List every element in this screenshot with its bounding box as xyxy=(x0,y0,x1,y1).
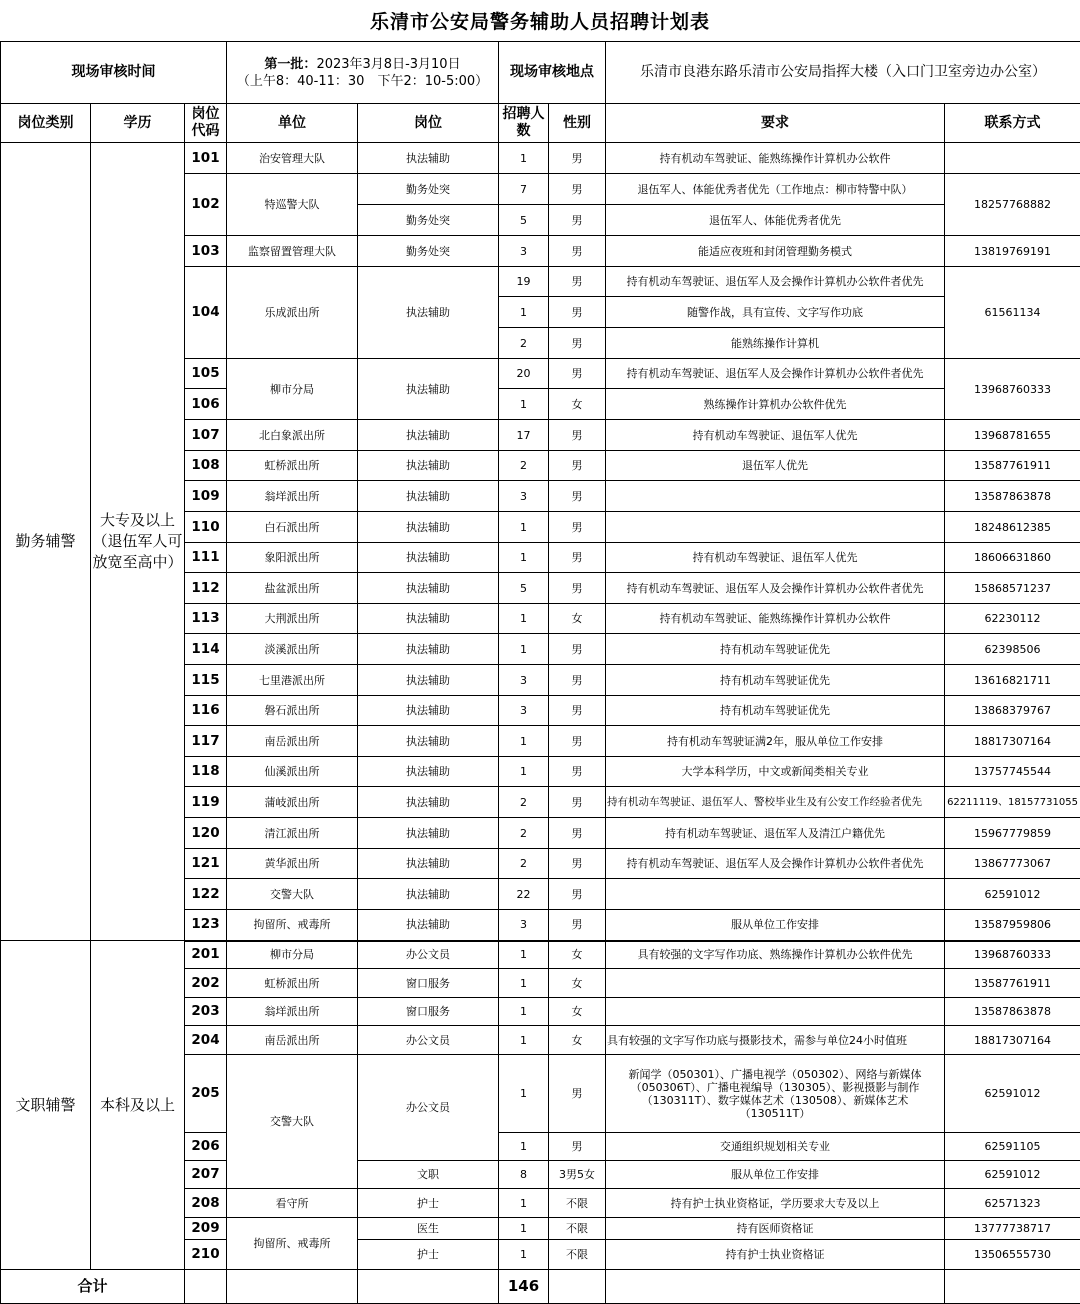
requirement-cell: 持有机动车驾驶证优先 xyxy=(606,634,945,665)
requirement-cell: 持有医师资格证 xyxy=(606,1218,945,1240)
count-cell: 7 xyxy=(499,174,549,205)
post-code: 118 xyxy=(185,757,227,787)
gender-cell: 女 xyxy=(549,941,606,969)
gender-cell: 男 xyxy=(549,420,606,451)
contact-cell: 13506555730 xyxy=(945,1240,1080,1270)
contact-cell: 13587761911 xyxy=(945,969,1080,998)
gender-cell: 男 xyxy=(549,818,606,849)
count-cell: 1 xyxy=(499,1189,549,1218)
gender-cell: 男 xyxy=(549,543,606,573)
contact-cell: 62591012 xyxy=(945,1161,1080,1189)
post-code: 201 xyxy=(185,941,227,969)
post-code: 203 xyxy=(185,998,227,1026)
requirement-cell: 持有机动车驾驶证、退伍军人、警校毕业生及有公安工作经验者优先 xyxy=(606,787,945,818)
contact-cell: 62230112 xyxy=(945,604,1080,634)
count-cell: 1 xyxy=(499,1055,549,1133)
unit-cell: 南岳派出所 xyxy=(227,726,358,757)
contact-cell: 18817307164 xyxy=(945,726,1080,757)
count-cell: 1 xyxy=(499,634,549,665)
unit-cell: 特巡警大队 xyxy=(227,174,358,236)
post-cell: 执法辅助 xyxy=(358,512,499,543)
contact-cell: 13757745544 xyxy=(945,757,1080,787)
requirement-cell: 新闻学（050301）、广播电视学（050302）、网络与新媒体（050306T）、广播电视编导（130305）、影视摄影与制作（130311T）、数字媒体艺术（130508）、新媒体艺术（130511T） xyxy=(606,1055,945,1133)
count-cell: 1 xyxy=(499,604,549,634)
requirement-cell: 持有机动车驾驶证、退伍军人及清江户籍优先 xyxy=(606,818,945,849)
post-cell: 执法辅助 xyxy=(358,726,499,757)
post-cell: 执法辅助 xyxy=(358,573,499,604)
gender-cell: 男 xyxy=(549,297,606,328)
contact-cell: 13587761911 xyxy=(945,451,1080,481)
requirement-cell: 服从单位工作安排 xyxy=(606,910,945,941)
post-code: 107 xyxy=(185,420,227,451)
count-cell: 1 xyxy=(499,969,549,998)
recruitment-table xyxy=(0,41,1080,1304)
contact-cell: 15868571237 xyxy=(945,573,1080,604)
post-cell: 执法辅助 xyxy=(358,543,499,573)
post-code: 112 xyxy=(185,573,227,604)
contact-cell: 61561134 xyxy=(945,267,1080,359)
post-cell: 护士 xyxy=(358,1189,499,1218)
contact-cell: 13819769191 xyxy=(945,236,1080,267)
gender-cell: 男 xyxy=(549,879,606,910)
requirement-cell: 持有机动车驾驶证、退伍军人优先 xyxy=(606,420,945,451)
header-unit: 单位 xyxy=(227,104,358,143)
post-code: 101 xyxy=(185,143,227,174)
post-code: 204 xyxy=(185,1026,227,1055)
count-cell: 3 xyxy=(499,481,549,512)
requirement-cell: 持有机动车驾驶证优先 xyxy=(606,696,945,726)
contact-cell: 13867773067 xyxy=(945,849,1080,879)
count-cell: 1 xyxy=(499,1240,549,1270)
count-cell: 2 xyxy=(499,451,549,481)
contact-cell: 13968760333 xyxy=(945,941,1080,969)
review-time-value xyxy=(227,42,499,104)
requirement-cell: 持有机动车驾驶证、退伍军人及会操作计算机办公软件者优先 xyxy=(606,359,945,389)
review-place-value: 乐清市良港东路乐清市公安局指挥大楼（入口门卫室旁边办公室） xyxy=(606,42,1080,104)
unit-cell: 柳市分局 xyxy=(227,941,358,969)
post-cell: 执法辅助 xyxy=(358,818,499,849)
contact-cell: 13587959806 xyxy=(945,910,1080,941)
gender-cell: 女 xyxy=(549,604,606,634)
unit-cell: 盐盆派出所 xyxy=(227,573,358,604)
total-empty-cell xyxy=(606,1270,945,1304)
gender-cell: 男 xyxy=(549,267,606,297)
unit-cell: 七里港派出所 xyxy=(227,665,358,696)
post-code: 121 xyxy=(185,849,227,879)
batch-dates: 2023年3月8日-3月10日 xyxy=(316,56,461,72)
total-empty-cell xyxy=(945,1270,1080,1304)
unit-cell: 淡溪派出所 xyxy=(227,634,358,665)
count-cell: 1 xyxy=(499,726,549,757)
requirement-cell xyxy=(606,481,945,512)
requirement-cell xyxy=(606,998,945,1026)
requirement-cell: 持有机动车驾驶证、退伍军人及会操作计算机办公软件者优先 xyxy=(606,267,945,297)
gender-cell: 男 xyxy=(549,1133,606,1161)
post-code: 209 xyxy=(185,1218,227,1240)
count-cell: 1 xyxy=(499,143,549,174)
count-cell: 1 xyxy=(499,512,549,543)
count-cell: 1 xyxy=(499,389,549,420)
unit-cell: 大荆派出所 xyxy=(227,604,358,634)
batch-hours: （上午8：40-11：30 下午2：10-5:00） xyxy=(236,73,489,89)
unit-cell: 仙溪派出所 xyxy=(227,757,358,787)
count-cell: 2 xyxy=(499,328,549,359)
contact-cell: 62571323 xyxy=(945,1189,1080,1218)
post-cell: 护士 xyxy=(358,1240,499,1270)
gender-cell: 男 xyxy=(549,451,606,481)
count-cell: 3 xyxy=(499,236,549,267)
requirement-cell: 退伍军人、体能优秀者优先（工作地点：柳市特警中队） xyxy=(606,174,945,205)
post-code: 210 xyxy=(185,1240,227,1270)
gender-cell: 男 xyxy=(549,359,606,389)
unit-cell: 监察留置管理大队 xyxy=(227,236,358,267)
unit-cell: 黄华派出所 xyxy=(227,849,358,879)
category-cell: 文职辅警 xyxy=(1,941,91,1270)
gender-cell: 男 xyxy=(549,787,606,818)
requirement-cell xyxy=(606,969,945,998)
count-cell: 17 xyxy=(499,420,549,451)
unit-cell: 北白象派出所 xyxy=(227,420,358,451)
gender-cell: 男 xyxy=(549,1055,606,1133)
post-cell: 执法辅助 xyxy=(358,359,499,420)
count-cell: 8 xyxy=(499,1161,549,1189)
requirement-cell: 熟练操作计算机办公软件优先 xyxy=(606,389,945,420)
gender-cell: 不限 xyxy=(549,1189,606,1218)
count-cell: 3 xyxy=(499,665,549,696)
post-cell: 执法辅助 xyxy=(358,910,499,941)
gender-cell: 女 xyxy=(549,389,606,420)
gender-cell: 男 xyxy=(549,512,606,543)
contact-cell xyxy=(945,143,1080,174)
requirement-cell: 退伍军人优先 xyxy=(606,451,945,481)
total-label: 合计 xyxy=(1,1270,185,1304)
header-requirement: 要求 xyxy=(606,104,945,143)
post-cell: 办公文员 xyxy=(358,941,499,969)
requirement-cell: 能适应夜班和封闭管理勤务模式 xyxy=(606,236,945,267)
contact-cell: 13777738717 xyxy=(945,1218,1080,1240)
requirement-cell: 持有护士执业资格证 xyxy=(606,1240,945,1270)
unit-cell: 乐成派出所 xyxy=(227,267,358,359)
post-cell: 勤务处突 xyxy=(358,205,499,236)
gender-cell: 男 xyxy=(549,328,606,359)
gender-cell: 男 xyxy=(549,634,606,665)
post-cell: 执法辅助 xyxy=(358,481,499,512)
unit-cell: 虹桥派出所 xyxy=(227,969,358,998)
contact-cell: 13587863878 xyxy=(945,481,1080,512)
review-time-label: 现场审核时间 xyxy=(1,42,227,104)
contact-cell: 18817307164 xyxy=(945,1026,1080,1055)
total-empty-cell xyxy=(549,1270,606,1304)
gender-cell: 女 xyxy=(549,1026,606,1055)
education-cell: 本科及以上 xyxy=(91,941,185,1270)
gender-cell: 男 xyxy=(549,236,606,267)
unit-cell: 拘留所、戒毒所 xyxy=(227,1218,358,1270)
post-cell: 窗口服务 xyxy=(358,998,499,1026)
header-contact: 联系方式 xyxy=(945,104,1080,143)
count-cell: 2 xyxy=(499,818,549,849)
gender-cell: 男 xyxy=(549,665,606,696)
count-cell: 1 xyxy=(499,1218,549,1240)
post-code: 117 xyxy=(185,726,227,757)
post-cell: 执法辅助 xyxy=(358,267,499,359)
post-cell: 执法辅助 xyxy=(358,879,499,910)
post-code: 105 xyxy=(185,359,227,389)
post-code: 103 xyxy=(185,236,227,267)
gender-cell: 男 xyxy=(549,910,606,941)
gender-cell: 男 xyxy=(549,481,606,512)
count-cell: 2 xyxy=(499,849,549,879)
requirement-cell: 持有机动车驾驶证、退伍军人及会操作计算机办公软件者优先 xyxy=(606,849,945,879)
post-code: 123 xyxy=(185,910,227,941)
count-cell: 1 xyxy=(499,543,549,573)
contact-cell: 13968781655 xyxy=(945,420,1080,451)
unit-cell: 虹桥派出所 xyxy=(227,451,358,481)
gender-cell: 男 xyxy=(549,205,606,236)
batch-label: 第一批： xyxy=(264,56,317,72)
contact-cell: 18606631860 xyxy=(945,543,1080,573)
contact-cell: 13587863878 xyxy=(945,998,1080,1026)
post-code: 114 xyxy=(185,634,227,665)
requirement-cell xyxy=(606,512,945,543)
post-code: 111 xyxy=(185,543,227,573)
post-cell: 办公文员 xyxy=(358,1055,499,1161)
requirement-cell: 能熟练操作计算机 xyxy=(606,328,945,359)
post-code: 119 xyxy=(185,787,227,818)
post-code: 207 xyxy=(185,1161,227,1189)
contact-cell: 13868379767 xyxy=(945,696,1080,726)
post-code: 110 xyxy=(185,512,227,543)
post-cell: 勤务处突 xyxy=(358,174,499,205)
unit-cell: 治安管理大队 xyxy=(227,143,358,174)
gender-cell: 女 xyxy=(549,998,606,1026)
post-code: 206 xyxy=(185,1133,227,1161)
post-code: 106 xyxy=(185,389,227,420)
gender-cell: 男 xyxy=(549,726,606,757)
gender-cell: 男 xyxy=(549,573,606,604)
post-cell: 执法辅助 xyxy=(358,787,499,818)
header-category: 岗位类别 xyxy=(1,104,91,143)
post-code: 208 xyxy=(185,1189,227,1218)
contact-cell: 62591012 xyxy=(945,1055,1080,1133)
post-code: 122 xyxy=(185,879,227,910)
contact-cell: 13968760333 xyxy=(945,359,1080,420)
header-education: 学历 xyxy=(91,104,185,143)
unit-cell: 磐石派出所 xyxy=(227,696,358,726)
requirement-cell: 持有机动车驾驶证满2年，服从单位工作安排 xyxy=(606,726,945,757)
contact-cell: 62591012 xyxy=(945,879,1080,910)
requirement-cell: 持有机动车驾驶证、能熟练操作计算机办公软件 xyxy=(606,143,945,174)
contact-cell: 62398506 xyxy=(945,634,1080,665)
contact-cell: 15967779859 xyxy=(945,818,1080,849)
total-empty-cell xyxy=(358,1270,499,1304)
post-code: 113 xyxy=(185,604,227,634)
gender-cell: 男 xyxy=(549,143,606,174)
count-cell: 3 xyxy=(499,910,549,941)
gender-cell: 男 xyxy=(549,696,606,726)
unit-cell: 清江派出所 xyxy=(227,818,358,849)
post-cell: 执法辅助 xyxy=(358,849,499,879)
post-cell: 勤务处突 xyxy=(358,236,499,267)
count-cell: 2 xyxy=(499,787,549,818)
post-cell: 执法辅助 xyxy=(358,696,499,726)
contact-cell: 62591105 xyxy=(945,1133,1080,1161)
post-cell: 医生 xyxy=(358,1218,499,1240)
count-cell: 5 xyxy=(499,573,549,604)
unit-cell: 白石派出所 xyxy=(227,512,358,543)
unit-cell: 柳市分局 xyxy=(227,359,358,420)
post-code: 102 xyxy=(185,174,227,236)
count-cell: 1 xyxy=(499,757,549,787)
requirement-cell: 退伍军人、体能优秀者优先 xyxy=(606,205,945,236)
count-cell: 3 xyxy=(499,696,549,726)
education-cell: 大专及以上（退伍军人可放宽至高中） xyxy=(91,143,185,941)
unit-cell: 翁垟派出所 xyxy=(227,998,358,1026)
count-cell: 22 xyxy=(499,879,549,910)
count-cell: 19 xyxy=(499,267,549,297)
count-cell: 1 xyxy=(499,1133,549,1161)
gender-cell: 男 xyxy=(549,849,606,879)
unit-cell: 蒲岐派出所 xyxy=(227,787,358,818)
total-empty-cell xyxy=(185,1270,227,1304)
header-post: 岗位 xyxy=(358,104,499,143)
post-cell: 执法辅助 xyxy=(358,604,499,634)
count-cell: 1 xyxy=(499,941,549,969)
post-code: 104 xyxy=(185,267,227,359)
unit-cell: 南岳派出所 xyxy=(227,1026,358,1055)
requirement-cell: 持有机动车驾驶证、退伍军人及会操作计算机办公软件者优先 xyxy=(606,573,945,604)
gender-cell: 不限 xyxy=(549,1218,606,1240)
post-code: 116 xyxy=(185,696,227,726)
header-gender: 性别 xyxy=(549,104,606,143)
requirement-cell xyxy=(606,879,945,910)
requirement-cell: 具有较强的文字写作功底、熟练操作计算机办公软件优先 xyxy=(606,941,945,969)
post-cell: 文职 xyxy=(358,1161,499,1189)
requirement-cell: 持有护士执业资格证，学历要求大专及以上 xyxy=(606,1189,945,1218)
unit-cell: 拘留所、戒毒所 xyxy=(227,910,358,941)
gender-cell: 男 xyxy=(549,757,606,787)
gender-cell: 不限 xyxy=(549,1240,606,1270)
post-cell: 执法辅助 xyxy=(358,757,499,787)
gender-cell: 女 xyxy=(549,969,606,998)
requirement-cell: 交通组织规划相关专业 xyxy=(606,1133,945,1161)
unit-cell: 交警大队 xyxy=(227,879,358,910)
post-code: 205 xyxy=(185,1055,227,1133)
review-place-label: 现场审核地点 xyxy=(499,42,606,104)
post-cell: 执法辅助 xyxy=(358,451,499,481)
post-cell: 办公文员 xyxy=(358,1026,499,1055)
contact-cell: 18257768882 xyxy=(945,174,1080,236)
gender-cell: 男 xyxy=(549,174,606,205)
requirement-cell: 具有较强的文字写作功底与摄影技术，需参与单位24小时值班 xyxy=(606,1026,945,1055)
header-count: 招聘人数 xyxy=(499,104,549,143)
count-cell: 1 xyxy=(499,297,549,328)
post-code: 115 xyxy=(185,665,227,696)
unit-cell: 象阳派出所 xyxy=(227,543,358,573)
count-cell: 1 xyxy=(499,998,549,1026)
count-cell: 20 xyxy=(499,359,549,389)
unit-cell: 翁垟派出所 xyxy=(227,481,358,512)
requirement-cell: 持有机动车驾驶证优先 xyxy=(606,665,945,696)
category-cell: 勤务辅警 xyxy=(1,143,91,941)
requirement-cell: 大学本科学历，中文或新闻类相关专业 xyxy=(606,757,945,787)
requirement-cell: 随警作战，具有宣传、文字写作功底 xyxy=(606,297,945,328)
total-empty-cell xyxy=(227,1270,358,1304)
post-code: 120 xyxy=(185,818,227,849)
post-code: 108 xyxy=(185,451,227,481)
total-value: 146 xyxy=(499,1270,549,1304)
contact-cell: 13616821711 xyxy=(945,665,1080,696)
post-cell: 执法辅助 xyxy=(358,665,499,696)
post-code: 109 xyxy=(185,481,227,512)
post-cell: 执法辅助 xyxy=(358,420,499,451)
unit-cell: 看守所 xyxy=(227,1189,358,1218)
page-title: 乐清市公安局警务辅助人员招聘计划表 xyxy=(369,11,710,33)
post-cell: 窗口服务 xyxy=(358,969,499,998)
count-cell: 1 xyxy=(499,1026,549,1055)
count-cell: 5 xyxy=(499,205,549,236)
requirement-cell: 持有机动车驾驶证、退伍军人优先 xyxy=(606,543,945,573)
unit-cell: 交警大队 xyxy=(227,1055,358,1189)
gender-cell: 3男5女 xyxy=(549,1161,606,1189)
requirement-cell: 持有机动车驾驶证、能熟练操作计算机办公软件 xyxy=(606,604,945,634)
contact-cell: 62211119、18157731055 xyxy=(945,787,1080,818)
post-code: 202 xyxy=(185,969,227,998)
contact-cell: 18248612385 xyxy=(945,512,1080,543)
post-cell: 执法辅助 xyxy=(358,634,499,665)
post-cell: 执法辅助 xyxy=(358,143,499,174)
requirement-cell: 服从单位工作安排 xyxy=(606,1161,945,1189)
header-code: 岗位代码 xyxy=(185,104,227,143)
